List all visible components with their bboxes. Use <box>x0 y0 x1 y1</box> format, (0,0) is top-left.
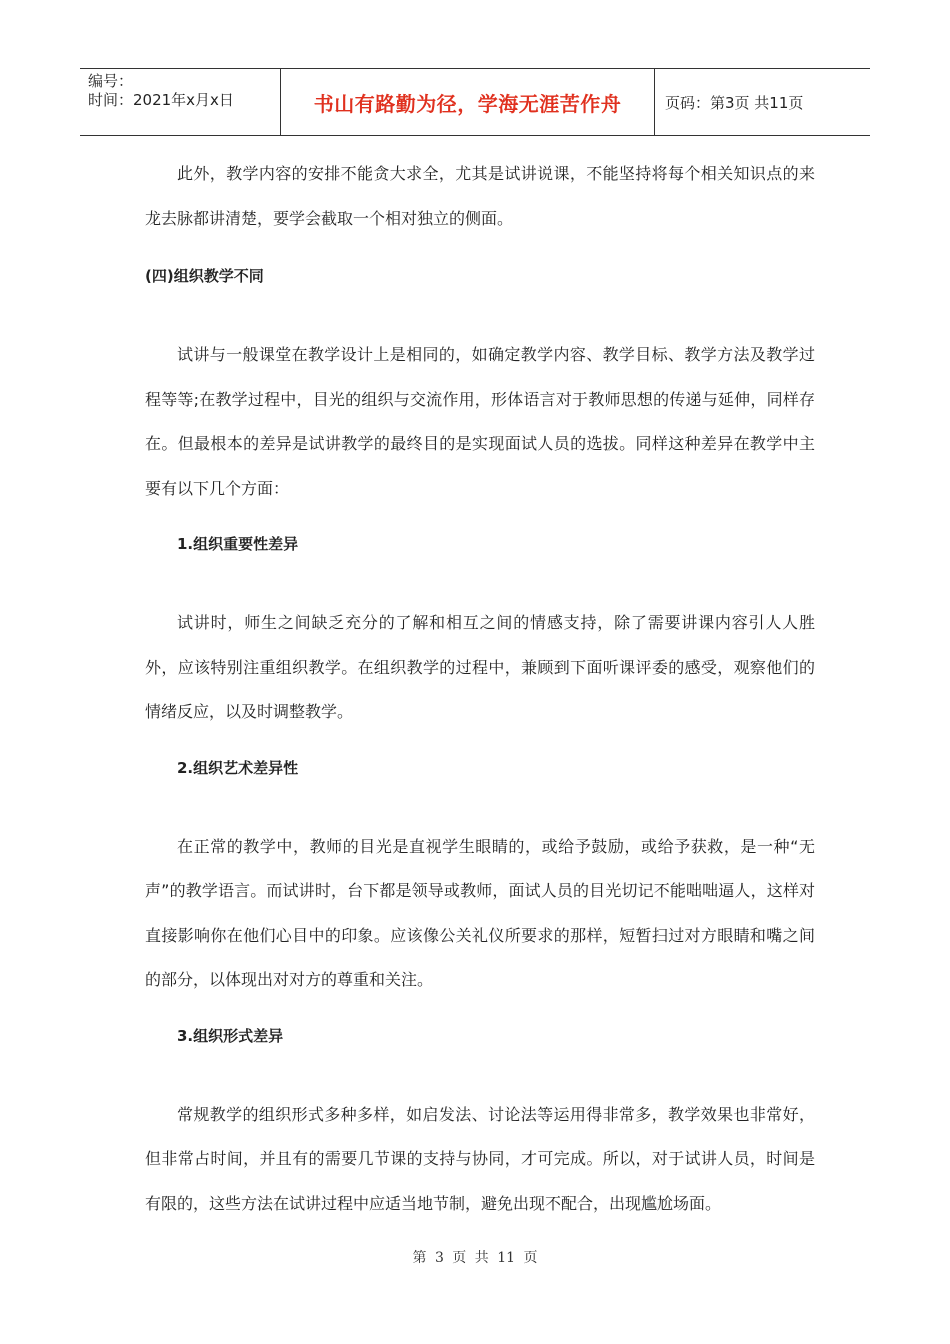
subsection-heading: 3.组织形式差异 <box>177 1026 284 1045</box>
document-body <box>145 152 815 1247</box>
paragraph: 在正常的教学中，教师的目光是直视学生眼睛的，或给予鼓励，或给予获救，是一种“无声”的教学语言。而试讲时，台下都是领导或教师，面试人员的目光切记不能咄咄逼人，这样对直接影响你在他们心目中的印象。应该像公关礼仪所要求的那样，短暂扫过对方眼睛和嘴之间的部分，以体现出对对方的尊重和关注。 <box>145 836 815 989</box>
paragraph: 试讲时，师生之间缺乏充分的了解和相互之间的情感支持，除了需要讲课内容引人人胜外，应该特别注重组织教学。在组织教学的过程中，兼顾到下面听课评委的感受，观察他们的情绪反应，以及时调整教学。 <box>145 613 815 721</box>
header-motto: 书山有路勤为径，学海无涯苦作舟 <box>281 69 655 135</box>
header-meta <box>80 69 281 135</box>
page-footer: 第 3 页 共 11 页 <box>412 1250 538 1266</box>
header-page-info: 页码：第3页 共11页 <box>665 93 804 112</box>
paragraph: 此外，教学内容的安排不能贪大求全，尤其是试讲说课，不能坚持将每个相关知识点的来龙去脉都讲清楚，要学会截取一个相对独立的侧面。 <box>145 164 815 228</box>
section-heading: (四)组织教学不同 <box>145 267 264 285</box>
paragraph: 常规教学的组织形式多种多样，如启发法、讨论法等运用得非常多，教学效果也非常好，但非常占时间，并且有的需要几节课的支持与协同，才可完成。所以，对于试讲人员，时间是有限的，这些方法在试讲过程中应适当地节制，避免出现不配合，出现尴尬场面。 <box>145 1104 815 1213</box>
subsection-heading: 1.组织重要性差异 <box>177 535 299 553</box>
document-date-label: 时间：2021年x月x日 <box>88 91 234 109</box>
paragraph: 试讲与一般课堂在教学设计上是相同的，如确定教学内容、教学目标、教学方法及教学过程等等;在教学过程中，目光的组织与交流作用，形体语言对于教师思想的传递与延伸，同样存在。但最根本的差异是试讲教学的最终目的是实现面试人员的选拔。同样这种差异在教学中主要有以下几个方面： <box>145 345 815 498</box>
subsection-heading: 2.组织艺术差异性 <box>177 758 299 777</box>
document-number-label: 编号： <box>88 72 134 90</box>
page-header <box>80 68 870 136</box>
